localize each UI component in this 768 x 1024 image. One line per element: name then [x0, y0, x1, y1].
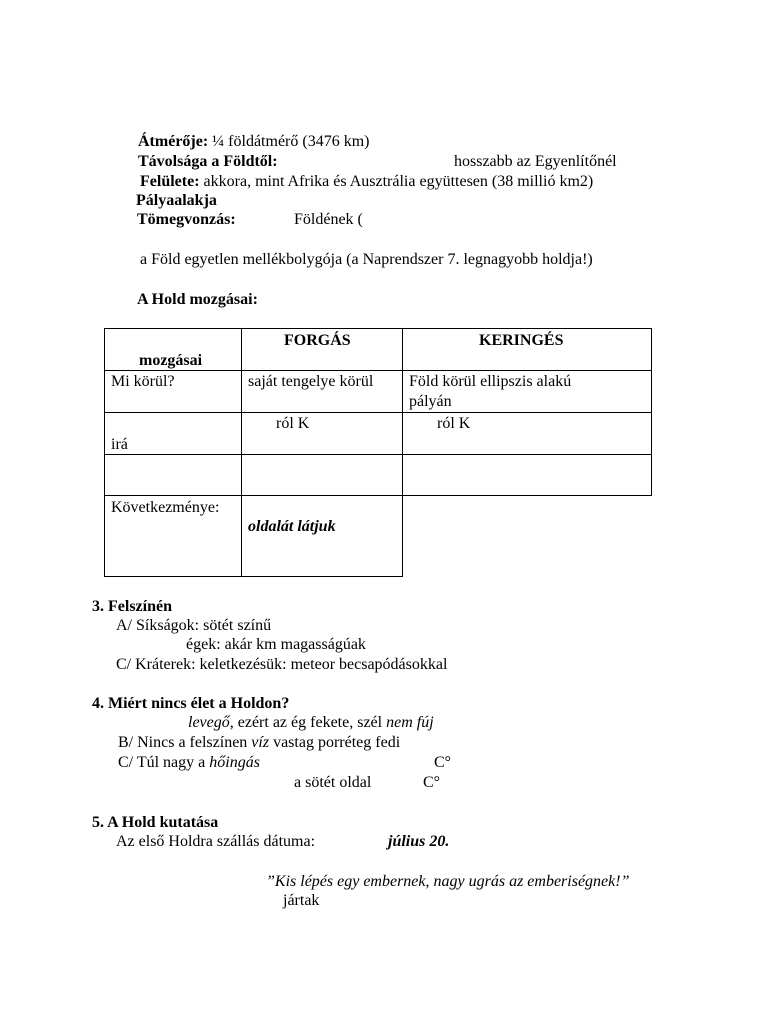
cell-forgas-irany: ról K [276, 415, 310, 432]
section-4-line-b [118, 733, 400, 753]
dark-side-text: a sötét oldal [294, 774, 372, 791]
row-label-mi-korul: Mi körül? [111, 373, 175, 390]
section-4-line-c [118, 753, 260, 773]
row-label-kovetkezmeny: Következménye: [111, 499, 220, 516]
table-header-cell [402, 328, 652, 371]
movement-heading: A Hold mozgásai: [137, 291, 258, 308]
row-label-irany: irá [111, 436, 128, 453]
surface-line [140, 172, 593, 192]
cell-forgas-kovetkezmeny: oldalát látjuk [248, 518, 336, 535]
temp-unit-1: C° [434, 754, 452, 771]
section-4-line-a [188, 713, 434, 733]
armstrong-quote: ”Kis lépés egy embernek, nagy ugrás az emberiségnek!” [266, 873, 630, 890]
no-water-prefix: B/ Nincs a felszínen [118, 734, 248, 751]
header-forgas: FORGÁS [284, 332, 351, 349]
gravity-value: Földének ( [294, 211, 363, 228]
section-5-heading: 5. A Hold kutatása [92, 814, 219, 831]
table-cell [104, 495, 242, 577]
diameter-label: Átmérője: [138, 133, 209, 150]
gravity-label: Tömegvonzás: [137, 211, 236, 228]
air-word: levegő, [188, 714, 234, 731]
landing-date-label: Az első Holdra szállás dátuma: [116, 833, 316, 850]
orbit-shape-label: Pályaalakja [136, 192, 217, 209]
table-cell [104, 370, 242, 413]
section-4-heading: 4. Miért nincs élet a Holdon? [92, 695, 290, 712]
table-cell [241, 412, 403, 455]
diameter-line [138, 132, 369, 152]
surface-label: Felülete: [140, 173, 200, 190]
table-cell-empty [402, 454, 652, 496]
cell-keringes-irany: ról K [437, 415, 471, 432]
temp-word: hőingás [209, 754, 260, 771]
dust-text: vastag porréteg fedi [273, 734, 401, 751]
cell-keringes-korul-1: Föld körül ellipszis alakú [409, 373, 572, 390]
table-cell-empty [241, 454, 403, 496]
header-keringes: KERINGÉS [479, 332, 564, 349]
temp-unit-2: C° [423, 774, 441, 791]
section-3-item-b: égek: akár km magasságúak [186, 636, 366, 653]
section-3-item-a: A/ Síkságok: sötét színű [116, 617, 272, 634]
table-cell [402, 370, 652, 413]
table-cell-empty [104, 454, 242, 496]
table-header-cell [104, 328, 242, 371]
cell-keringes-korul-2: pályán [409, 393, 452, 410]
distance-value: hosszabb az Egyenlítőnél [454, 153, 617, 170]
distance-label: Távolsága a Földtől: [138, 153, 278, 170]
table-cell [241, 370, 403, 413]
table-cell [402, 412, 652, 455]
diameter-value: ¼ földátmérő (3476 km) [212, 133, 370, 150]
surface-value: akkora, mint Afrika és Ausztrália együttesen (38 millió km2) [203, 173, 594, 190]
header-mozgasai: mozgásai [139, 352, 203, 369]
table-header-cell [241, 328, 403, 371]
section-3-heading: 3. Felszínén [92, 598, 172, 615]
intro-text: a Föld egyetlen mellékbolygója (a Naprendszer 7. legnagyobb holdja!) [140, 251, 593, 268]
sky-text: ezért az ég fekete, szél [237, 714, 383, 731]
visited-text: jártak [283, 892, 320, 909]
cell-forgas-korul: saját tengelye körül [248, 373, 374, 390]
table-cell [104, 412, 242, 455]
table-cell [241, 495, 403, 577]
water-word: víz [251, 734, 270, 751]
landing-date-value: július 20. [388, 833, 450, 850]
temp-prefix: C/ Túl nagy a [118, 754, 206, 771]
wind-text: nem fúj [386, 714, 434, 731]
section-3-item-c: C/ Kráterek: keletkezésük: meteor becsapódásokkal [116, 656, 448, 673]
